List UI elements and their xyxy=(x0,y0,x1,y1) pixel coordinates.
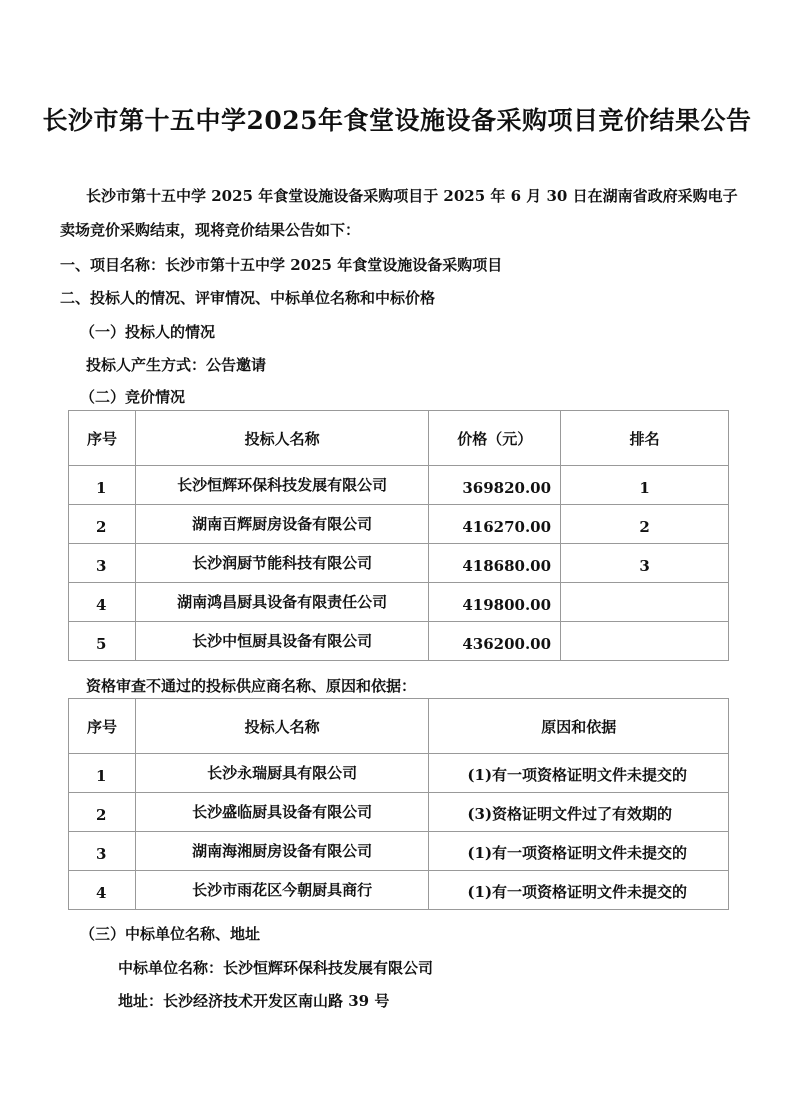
row-price: 369820.00 xyxy=(429,466,561,505)
row-bidder-name: 长沙市雨花区今朝厨具商行 xyxy=(135,871,428,910)
winner-name: 中标单位名称：长沙恒辉环保科技发展有限公司 xyxy=(118,959,434,977)
row-price: 418680.00 xyxy=(429,544,561,583)
row-seq: 3 xyxy=(69,544,136,583)
bidding-section-heading: （二）竞价情况 xyxy=(80,388,186,406)
row-price: 419800.00 xyxy=(429,583,561,622)
table-row xyxy=(69,793,729,832)
project-name-item: 一、项目名称：长沙市第十五中学 2025 年食堂设施设备采购项目 xyxy=(60,256,503,274)
row-seq: 4 xyxy=(69,583,136,622)
row-seq: 3 xyxy=(69,832,136,871)
bidder-method: 投标人产生方式：公告邀请 xyxy=(86,356,267,374)
table-row xyxy=(69,832,729,871)
header-reason: 原因和依据 xyxy=(429,699,729,754)
row-bidder-name: 湖南百辉厨房设备有限公司 xyxy=(135,505,428,544)
winner-section-heading: （三）中标单位名称、地址 xyxy=(80,925,261,943)
disqualified-table xyxy=(68,698,729,910)
row-reason: (1)有一项资格证明文件未提交的 xyxy=(429,754,729,793)
table-row xyxy=(69,544,729,583)
page-title: 长沙市第十五中学2025年食堂设施设备采购项目竞价结果公告 xyxy=(42,106,752,135)
table-row xyxy=(69,583,729,622)
row-rank: 1 xyxy=(561,466,729,505)
row-bidder-name: 长沙盛临厨具设备有限公司 xyxy=(135,793,428,832)
bidder-info-item: 二、投标人的情况、评审情况、中标单位名称和中标价格 xyxy=(60,289,436,307)
header-price: 价格（元） xyxy=(429,411,561,466)
row-bidder-name: 湖南鸿昌厨具设备有限责任公司 xyxy=(135,583,428,622)
table-row xyxy=(69,871,729,910)
table-header-row xyxy=(69,411,729,466)
row-bidder-name: 长沙中恒厨具设备有限公司 xyxy=(135,622,428,661)
row-seq: 2 xyxy=(69,793,136,832)
row-seq: 2 xyxy=(69,505,136,544)
row-rank xyxy=(561,583,729,622)
row-seq: 5 xyxy=(69,622,136,661)
row-bidder-name: 湖南海湘厨房设备有限公司 xyxy=(135,832,428,871)
row-reason: (1)有一项资格证明文件未提交的 xyxy=(429,871,729,910)
row-seq: 1 xyxy=(69,466,136,505)
header-rank: 排名 xyxy=(561,411,729,466)
row-price: 436200.00 xyxy=(429,622,561,661)
row-reason: (3)资格证明文件过了有效期的 xyxy=(429,793,729,832)
row-bidder-name: 长沙润厨节能科技有限公司 xyxy=(135,544,428,583)
header-seq: 序号 xyxy=(69,699,136,754)
bid-table xyxy=(68,410,729,661)
table-row xyxy=(69,466,729,505)
row-seq: 1 xyxy=(69,754,136,793)
row-rank: 3 xyxy=(561,544,729,583)
header-seq: 序号 xyxy=(69,411,136,466)
disqualified-heading: 资格审查不通过的投标供应商名称、原因和依据： xyxy=(86,677,417,695)
table-row xyxy=(69,622,729,661)
row-price: 416270.00 xyxy=(429,505,561,544)
table-row xyxy=(69,505,729,544)
row-rank xyxy=(561,622,729,661)
table-header-row xyxy=(69,699,729,754)
row-bidder-name: 长沙永瑞厨具有限公司 xyxy=(135,754,428,793)
bidder-section-heading: （一）投标人的情况 xyxy=(80,323,216,341)
row-reason: (1)有一项资格证明文件未提交的 xyxy=(429,832,729,871)
winner-address: 地址：长沙经济技术开发区南山路 39 号 xyxy=(118,992,390,1010)
table-row xyxy=(69,754,729,793)
header-bidder-name: 投标人名称 xyxy=(135,411,428,466)
row-rank: 2 xyxy=(561,505,729,544)
intro-line-2: 卖场竞价采购结束，现将竞价结果公告如下： xyxy=(60,221,361,239)
row-seq: 4 xyxy=(69,871,136,910)
intro-line-1: 长沙市第十五中学 2025 年食堂设施设备采购项目于 2025 年 6 月 30 日在湖南省政府采购电子 xyxy=(86,187,738,205)
row-bidder-name: 长沙恒辉环保科技发展有限公司 xyxy=(135,466,428,505)
header-bidder-name: 投标人名称 xyxy=(135,699,428,754)
